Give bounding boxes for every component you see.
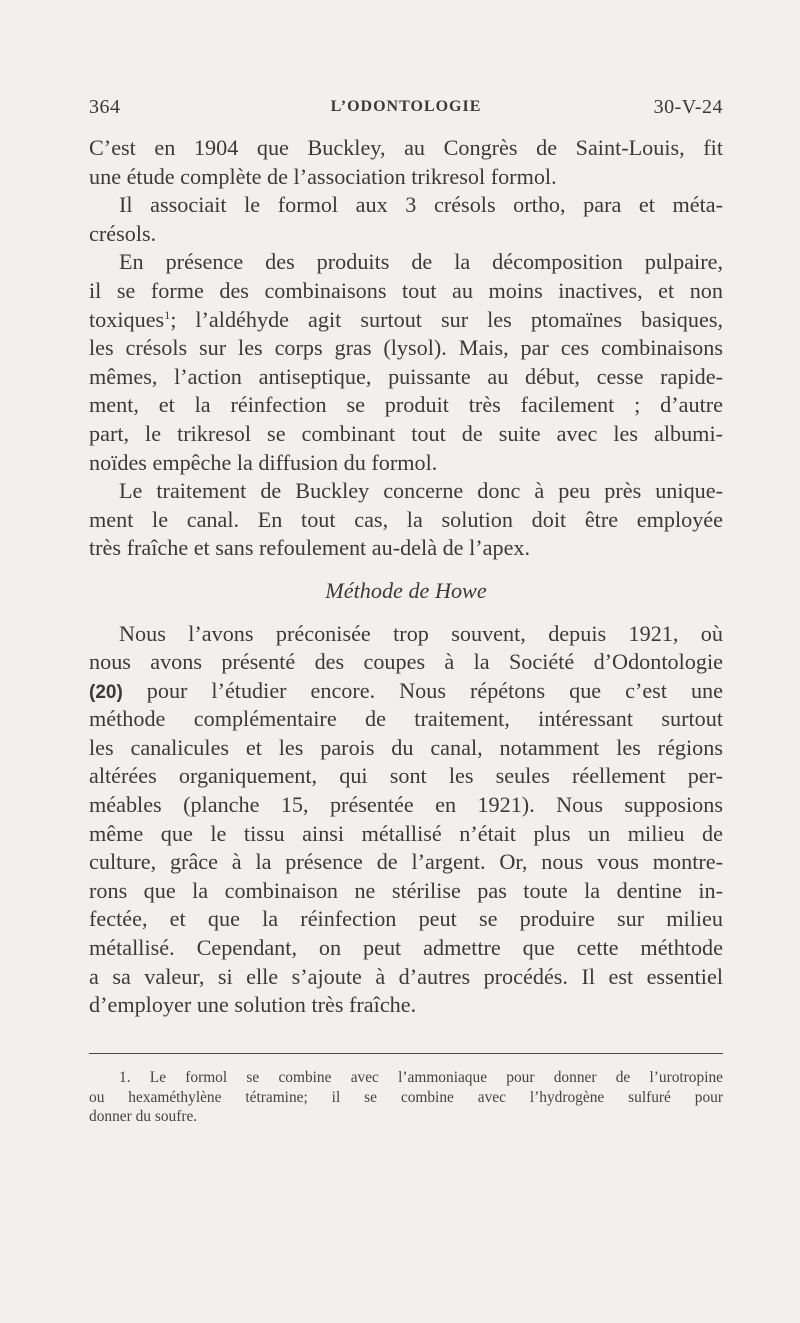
text-line: altérées organiquement, qui sont les seules réellement per- — [89, 763, 723, 789]
text-line: fectée, et que la réinfection peut se produire sur milieu — [89, 906, 723, 932]
text-line: d’employer une solution très fraîche. — [89, 992, 417, 1018]
text-line: Le traitement de Buckley concerne donc à peu près unique- — [119, 478, 723, 504]
text-line: En présence des produits de la décomposition pulpaire, — [119, 249, 723, 275]
footnote-line: donner du soufre. — [89, 1108, 198, 1125]
text-fragment: toxiques — [89, 306, 165, 332]
text-line: a sa valeur, si elle s’ajoute à d’autres procédés. Il est essentiel — [89, 963, 723, 989]
section-heading: Méthode de Howe — [325, 577, 487, 603]
text-line: nous avons présenté des coupes à la Société d’Odontologie — [89, 649, 723, 675]
text-line: rons que la combinaison ne stérilise pas toute la dentine in- — [89, 877, 723, 903]
text-line: mêmes, l’action antiseptique, puissante au début, cesse rapide- — [89, 363, 723, 389]
text-line: Il associait le formol aux 3 crésols ortho, para et méta- — [119, 192, 723, 218]
footnote-divider — [89, 1053, 723, 1054]
text-line: une étude complète de l’association trikresol formol. — [89, 163, 557, 189]
text-line: méthode complémentaire de traitement, intéressant surtout — [89, 706, 723, 732]
issue-date: 30-V-24 — [653, 96, 723, 118]
text-line: part, le trikresol se combinant tout de suite avec les albumi- — [89, 420, 723, 446]
text-line: les canalicules et les parois du canal, notamment les régions — [89, 734, 723, 760]
text-line: Nous l’avons préconisée trop souvent, depuis 1921, où — [119, 620, 723, 646]
running-title: L’ODONTOLOGIE — [330, 98, 482, 115]
text-line: métallisé. Cependant, on peut admettre que cette méthtode — [89, 935, 723, 961]
text-line-with-note — [89, 306, 723, 335]
running-header — [89, 96, 723, 126]
text-line: les crésols sur les corps gras (lysol). Mais, par ces combinaisons — [89, 335, 723, 361]
text-fragment: ; l’aldéhyde agit surtout sur les ptomaïnes basiques, — [170, 306, 723, 332]
footnote-line: ou hexaméthylène tétramine; il se combine avec l’hydrogène sulfuré pour — [89, 1088, 723, 1106]
text-line-with-reference — [89, 677, 723, 706]
text-line: même que le tissu ainsi métallisé n’était plus un milieu de — [89, 820, 723, 846]
text-line: très fraîche et sans refoulement au-delà de l’apex. — [89, 535, 531, 561]
text-line: culture, grâce à la présence de l’argent. Or, nous vous montre- — [89, 849, 723, 875]
main-text — [89, 134, 723, 1020]
footnote-line: 1. Le formol se combine avec l’ammoniaque pour donner de l’urotropine — [119, 1069, 723, 1086]
text-line: noïdes empêche la diffusion du formol. — [89, 449, 438, 475]
text-fragment: pour l’étudier encore. Nous répétons que c’est une — [122, 677, 723, 703]
text-line: méables (planche 15, présentée en 1921). Nous supposions — [89, 792, 723, 818]
text-line: il se forme des combinaisons tout au moins inactives, et non — [89, 277, 723, 303]
bibliography-reference: (20) — [89, 681, 123, 703]
text-line: ment le canal. En tout cas, la solution doit être employée — [89, 506, 723, 532]
text-line: C’est en 1904 que Buckley, au Congrès de Saint-Louis, fit — [89, 135, 723, 160]
text-line: ment, et la réinfection se produit très facilement ; d’autre — [89, 392, 723, 418]
footnote — [89, 1068, 723, 1127]
footnote-marker: 1 — [164, 307, 171, 322]
text-line: crésols. — [89, 220, 157, 246]
page-number: 364 — [89, 96, 121, 118]
